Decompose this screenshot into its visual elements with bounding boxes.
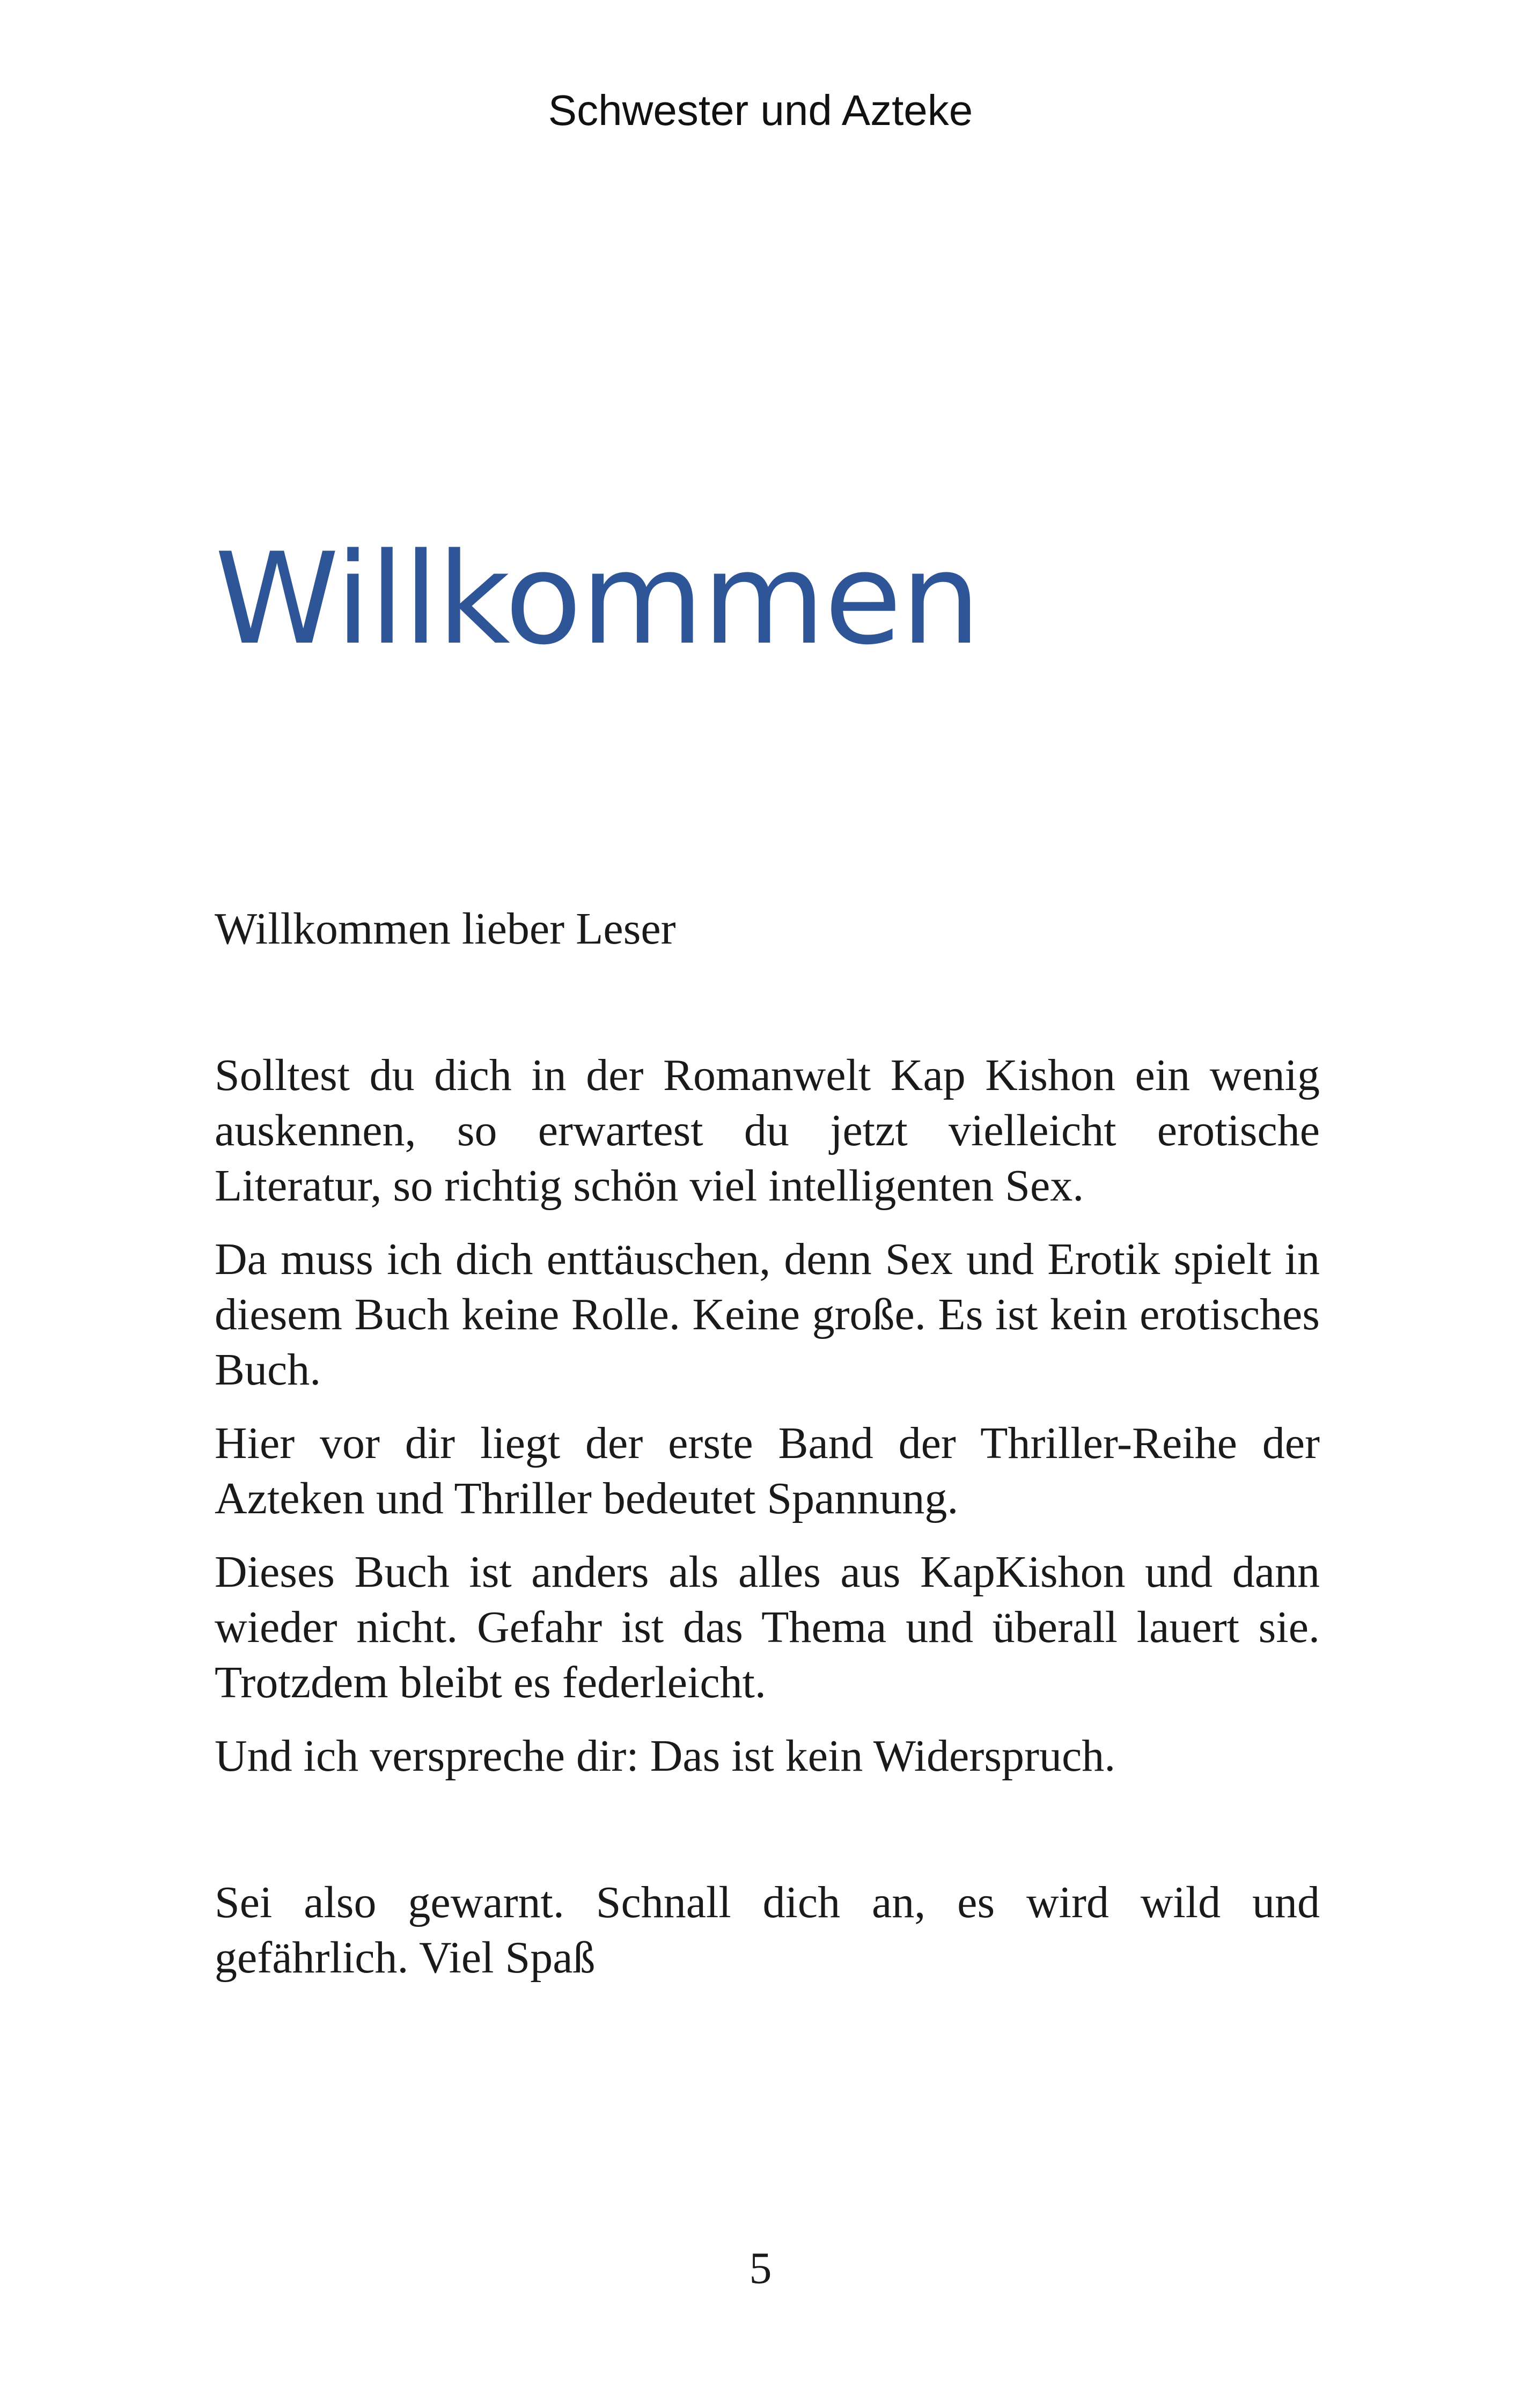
paragraph: Hier vor dir liegt der erste Band der Thriller-Reihe der Azteken und Thriller bedeutet Spannung.	[215, 1418, 1320, 1523]
paragraph: Da muss ich dich enttäuschen, denn Sex und Erotik spielt in diesem Buch keine Rolle. Keine große. Es ist kein erotisches Buch.	[215, 1234, 1320, 1395]
running-header: Schwester und Azteke	[548, 86, 973, 134]
paragraph: Solltest du dich in der Romanwelt Kap Kishon ein wenig auskennen, so erwartest du jetzt vielleicht erotische Literatur, so richtig schön viel intelligenten Sex.	[215, 1050, 1320, 1211]
body-text	[215, 901, 1320, 2004]
closing-paragraph: Sei also gewarnt. Schnall dich an, es wird wild und gefährlich. Viel Spaß	[215, 1877, 1320, 1983]
greeting-line: Willkommen lieber Leser	[215, 904, 676, 954]
paragraph: Und ich verspreche dir: Das ist kein Widerspruch.	[215, 1731, 1116, 1781]
page-number: 5	[749, 2243, 772, 2293]
chapter-title: Willkommen	[215, 526, 980, 673]
paragraph: Dieses Buch ist anders als alles aus KapKishon und dann wieder nicht. Gefahr ist das Thema und überall lauert sie. Trotzdem bleibt es federleicht.	[215, 1547, 1320, 1707]
